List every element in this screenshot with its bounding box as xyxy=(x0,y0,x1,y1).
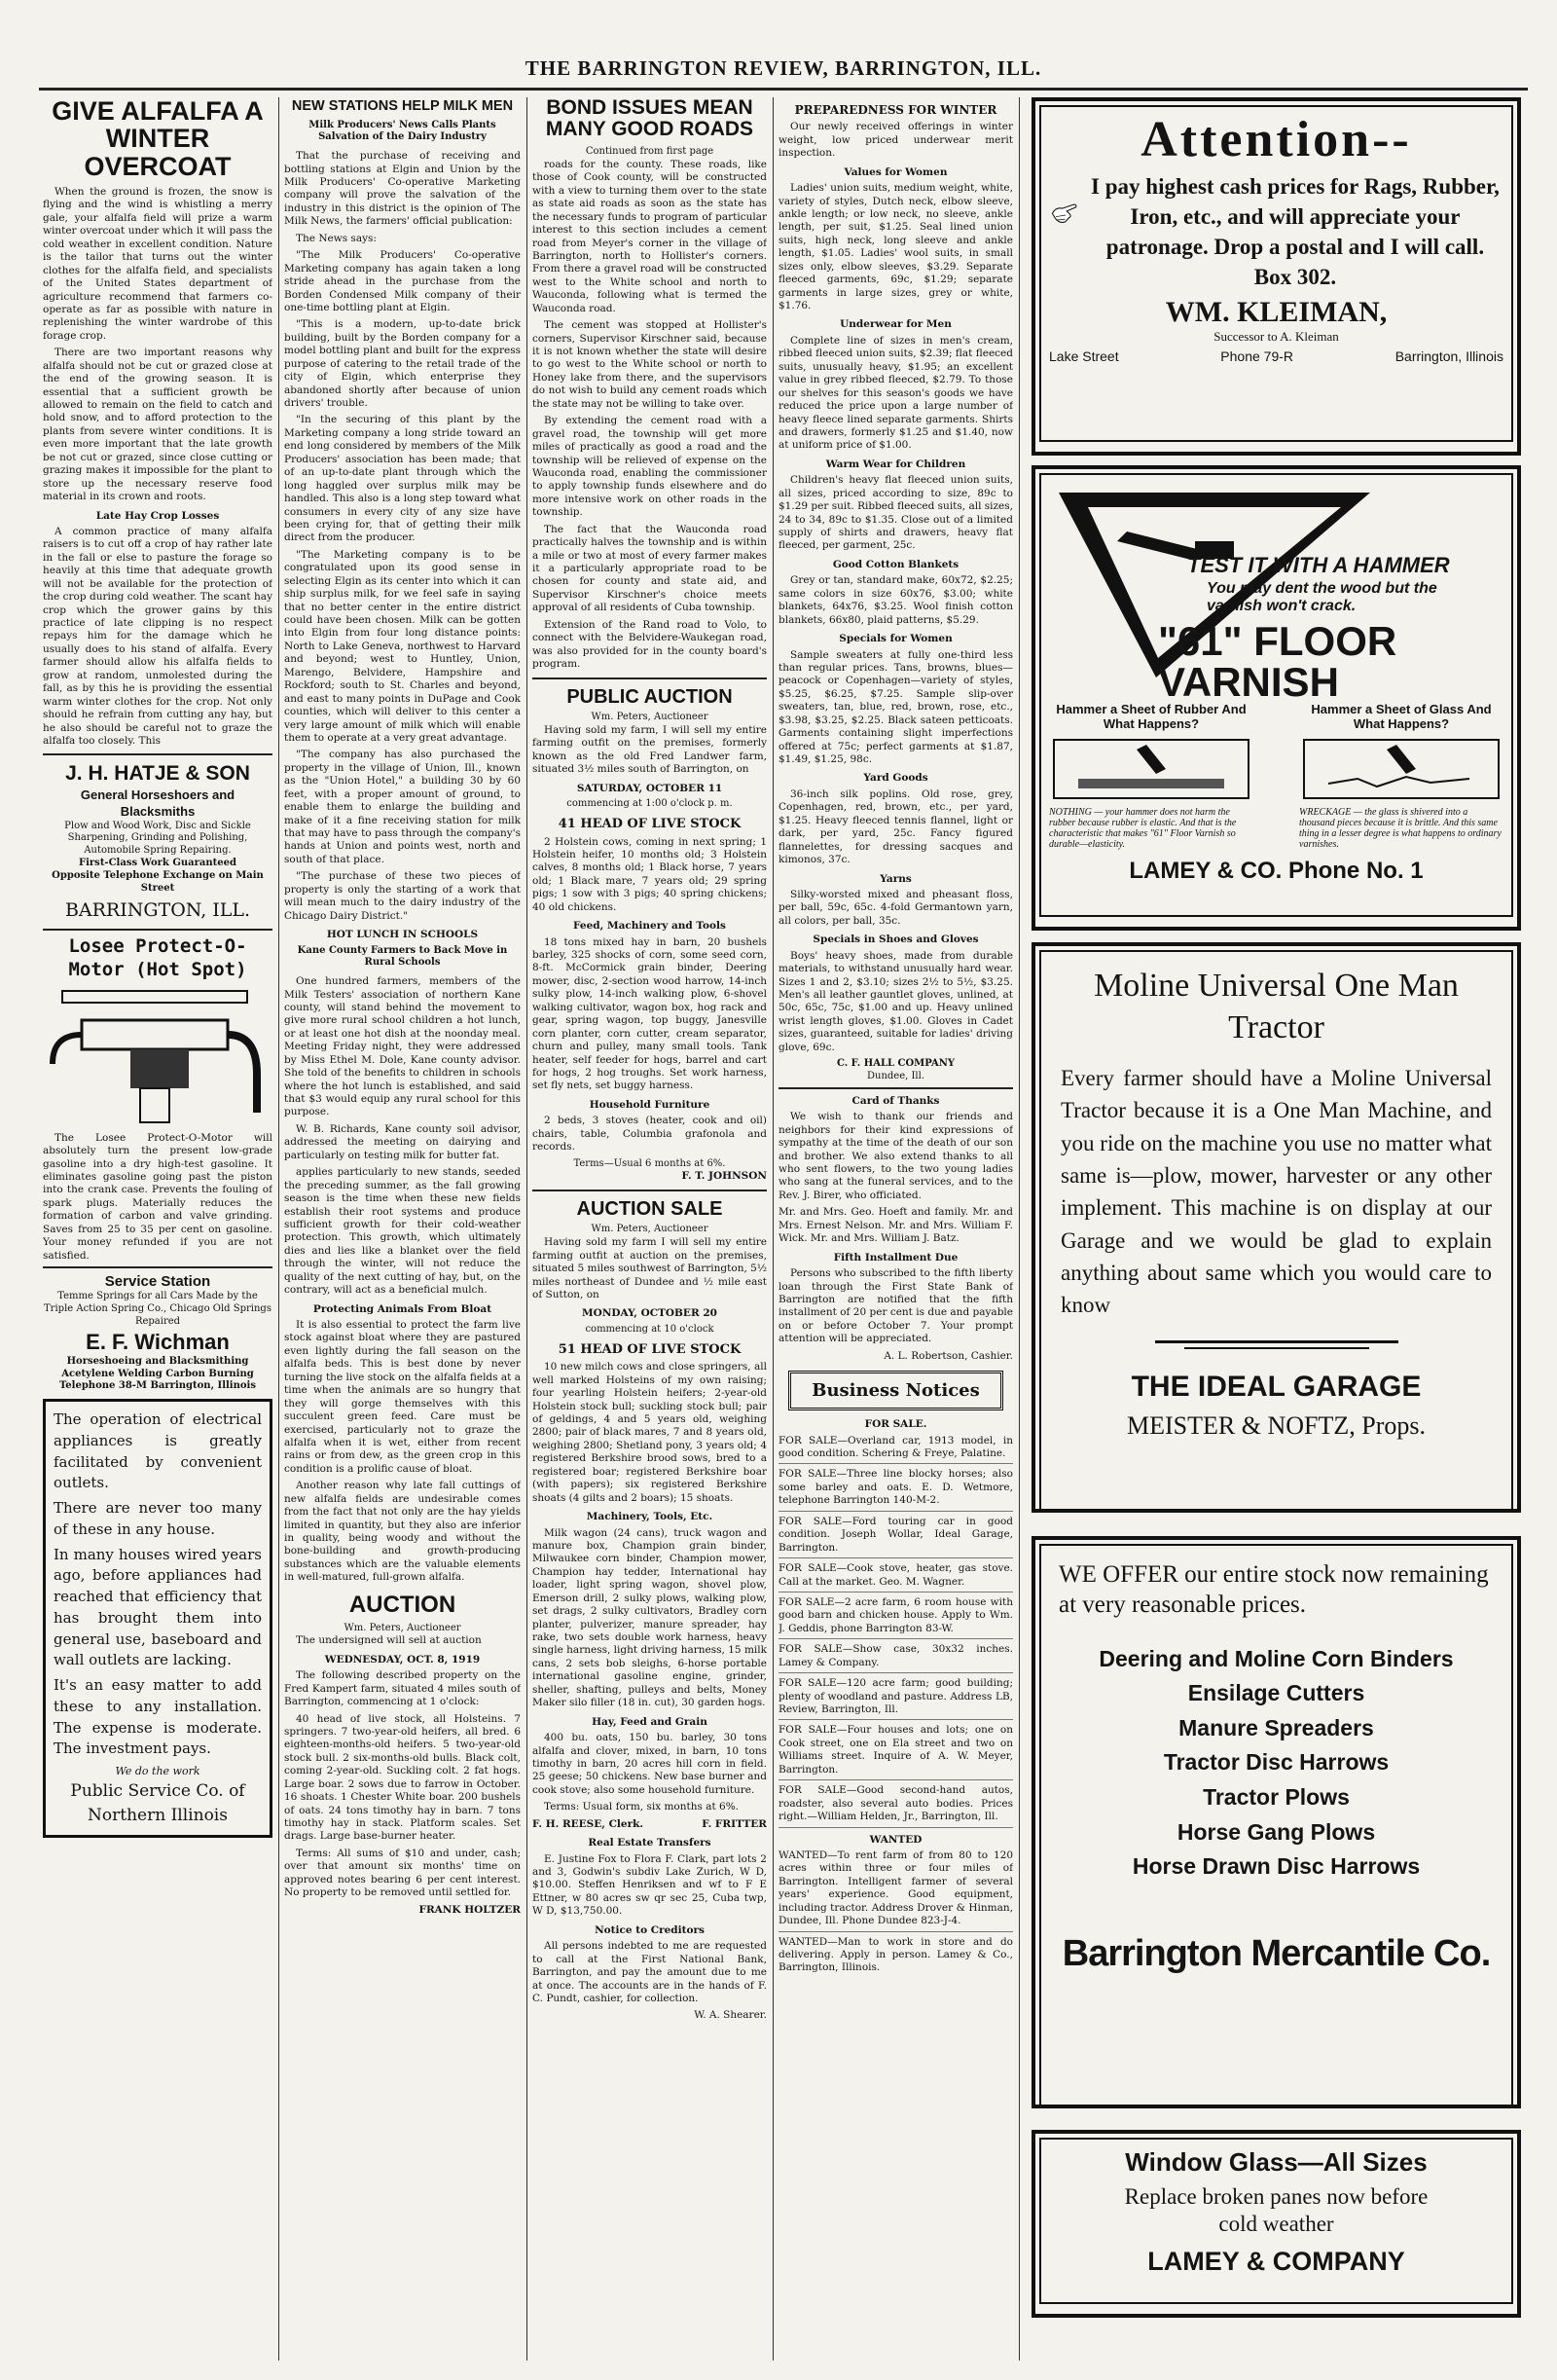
auction-date: MONDAY, OCTOBER 20 xyxy=(582,1307,717,1320)
column-rule xyxy=(278,97,279,2361)
mercantile-item: Manure Spreaders xyxy=(1178,1714,1374,1740)
wichman-ad xyxy=(43,1266,272,1393)
article-paragraph: "The Marketing company is to be congratulated upon its good sense in selecting Elgin as its center into which it can ship surplus milk, for we feel safe in saying that no better center in the entire district could have been chosen. Milk can be gotten into Elgin from four long distance points: North to Lake Geneva, northwest to Harvard and beyond; west to Huntley, Union, Marengo, Belvidere, Hampshire and Rockford; south to St. Charles and beyond, and east to many points in DuPage and Cook counties, which will deliver to this center a very large amount of milk which will enable them to operate at a very great advantage. xyxy=(284,548,521,744)
article-paragraph: "In the securing of this plant by the Marketing company a long stride toward an end long considered by members of the Milk Producers' association has been made; that of an up-to-date plant through which the long haggled over surplus milk may be handled. This also is a long step toward what consumers in every city of any size have been crying for, that of getting their milk direct from the producer. xyxy=(284,414,521,544)
classified-item: FOR SALE—2 acre farm, 6 room house with good barn and chicken house. Apply to Wm. J. Geddis, phone Barrington 83-W. xyxy=(778,1596,1013,1639)
subhead: Machinery, Tools, Etc. xyxy=(586,1511,713,1523)
classified-item: WANTED—To rent farm of from 80 to 120 acres within three or four miles of Barrington. Intelligent farmer of several years' experience. Good equipment, including tractor. Address Drover & Hinman, Dundee, Ill. Phone Dundee 823-J-4. xyxy=(778,1849,1013,1932)
hatje-name: J. H. HATJE & SON xyxy=(65,762,250,786)
lamey-company: LAMEY & COMPANY xyxy=(1147,2247,1405,2277)
milk-subhead: Milk Producers' News Calls Plants Salvation of the Dairy Industry xyxy=(308,119,496,143)
auction-owner: FRANK HOLTZER xyxy=(418,1903,521,1916)
ornamental-rule xyxy=(1068,1336,1486,1355)
hatje-location: Opposite Telephone Exchange on Main Street xyxy=(52,869,264,894)
window-glass-title: Window Glass—All Sizes xyxy=(1125,2147,1428,2177)
kleiman-name: WM. KLEIMAN, xyxy=(1165,296,1388,329)
article-paragraph: There are two important reasons why alfalfa should not be cut or grazed close at the end of the growing season. It is essential that a sufficient growth be allowed to remain on the field to catch and hold snow, and to afford protection to the plants from severe winter conditions. It is even more important that the late growth be not cut or grazed, since close cutting or grazing makes it impossible for the plant to store up the necessary reserve food material in its crown and roots. xyxy=(43,347,272,503)
hatje-guarantee: First-Class Work Guaranteed xyxy=(79,857,236,868)
auction-items: 40 head of live stock, all Holsteins. 7 springers. 7 two-year-old heifers, all bred. 6 eighteen-months-old heifers. 5 two-year-old stock bull. 2 six-months-old bulls. Black colt, coming 2-year-old. Suckling colt. 2 fat hogs. Large boar. 2 sows due to farrow in October. 16 shoats. 1 Chester White boar. 200 bushels of oats. 24 tons timothy hay in barn. 7 tons timothy hay in stack. Platform scales. Set drags. Large base-burner heater. xyxy=(284,1712,521,1843)
hot-lunch-subhead: Kane County Farmers to Back Move in Rural Schools xyxy=(297,944,508,969)
subhead: Feed, Machinery and Tools xyxy=(573,920,726,933)
wichman-name: E. F. Wichman xyxy=(86,1329,230,1354)
auction-terms: Terms—Usual 6 months at 6%. xyxy=(573,1157,726,1169)
varnish-ad xyxy=(1032,465,1521,931)
kleiman-text: I pay highest cash prices for Rags, Rubber, Iron, etc., and will appreciate your patronage. Drop a postal and I will call. Box 302. xyxy=(1091,174,1500,290)
varnish-product: "61" FLOOR VARNISH xyxy=(1158,618,1397,705)
varnish-test-headline: TEST IT WITH A HAMMER xyxy=(1187,553,1450,577)
subhead: Specials in Shoes and Gloves xyxy=(813,934,979,946)
hall-location: Dundee, Ill. xyxy=(866,1071,925,1082)
auction-intro: The undersigned will sell at auction xyxy=(296,1634,482,1647)
article-paragraph: The cement was stopped at Hollister's corners, Supervisor Kirschner said, because it is not known whether the state will desire to go west to the White school or north to Honey lake from there, and the supervisors do not wish to build any cement roads which the state may not be willing to take over. xyxy=(532,319,767,410)
mercantile-intro: WE OFFER our entire stock now remaining at very reasonable prices. xyxy=(1059,1561,1489,1619)
classified-item: FOR SALE—Four houses and lots; one on Cook street, one on Ela street and two on Williams street. Inquire of A. W. Meyer, Barrington. xyxy=(778,1724,1013,1780)
continued-line: Continued from first page xyxy=(585,146,714,158)
article-paragraph: "The purchase of these two pieces of property is only the starting of a work that will mean much to the dairy industry of the Chicago Dairy District." xyxy=(284,870,521,922)
wichman-trade: Horseshoeing and Blacksmithing Acetylene Welding Carbon Burning xyxy=(61,1355,254,1379)
window-glass-text: Replace broken panes now before cold weather xyxy=(1124,2184,1429,2236)
column-1 xyxy=(43,97,272,2361)
hatje-ad xyxy=(43,753,272,922)
wichman-telephone: Telephone 38-M Barrington, Illinois xyxy=(59,1380,256,1392)
notice-text: All persons indebted to me are requested to call at the First National Bank, Barrington, and pay the amount due to me at once. The accounts are in the hands of F. C. Pundt, cashier, for collection. xyxy=(532,1940,767,2004)
mercantile-item: Ensilage Cutters xyxy=(1187,1680,1365,1706)
milk-headline: NEW STATIONS HELP MILK MEN xyxy=(291,98,514,114)
window-glass-ad xyxy=(1032,2130,1521,2318)
auction-clerk: F. H. REESE, Clerk. xyxy=(532,1817,644,1830)
auction-owner: F. T. JOHNSON xyxy=(681,1170,767,1183)
subhead: Hay, Feed and Grain xyxy=(592,1715,707,1728)
public-auction-title: PUBLIC AUCTION xyxy=(566,685,733,708)
mercantile-ad xyxy=(1032,1536,1521,2108)
ps-tagline: We do the work xyxy=(115,1765,200,1778)
tractor-ad xyxy=(1032,942,1521,1513)
article-paragraph: Another reason why late fall cuttings of new alfalfa fields are undesirable comes from the fact that not only are the hay yields limited in quantity, but they also are inferior in quality, being woody and without the bone-building and growth-producing substances which are the valuable elements in well-matured, full-grown alfalfa. xyxy=(284,1480,521,1584)
article-paragraph: 36-inch silk poplins. Old rose, grey, Copenhagen, red, brown, etc., per yard, $1.25. Heavy fleeced tennis flannel, light or dark, per yard, 25c. Fancy figured flannelettes, for dressing sacques and kimonos, 37c. xyxy=(778,787,1013,866)
subhead: Late Hay Crop Losses xyxy=(95,509,220,522)
article-paragraph: That the purchase of receiving and bottling stations at Elgin and Union by the Milk Producers' Co-operative Marketing company will prove the salvation of the industry in this district is the opinion of The Milk News, the farmers' official publication: xyxy=(284,150,521,228)
auction-signatures xyxy=(532,1818,767,1831)
hatje-town: BARRINGTON, ILL. xyxy=(64,899,251,922)
auctioneer: Wm. Peters, Auctioneer xyxy=(591,1224,708,1235)
rubber-explanation: NOTHING — your hammer does not harm the rubber because rubber is elastic. And that is the characteristic that makes "61" Floor Varnish so durable—elasticity. xyxy=(1049,807,1237,850)
article-paragraph: "This is a modern, up-to-date brick building, built by the Borden company for a model bottling plant and built for the express purpose of catering to the retail trade of the city of Elgin, which enterprise they abandoned shortly after because of union drivers' trouble. xyxy=(284,318,521,410)
mercantile-item: Horse Gang Plows xyxy=(1177,1818,1376,1845)
glass-explanation: WRECKAGE — the glass is shivered into a thousand pieces because it is brittle. And this same thing in a lesser degree is what happens to ordinary varnishes. xyxy=(1299,807,1502,850)
pointing-hand-icon xyxy=(1049,171,1079,259)
auctioneer: Wm. Peters, Auctioneer xyxy=(344,1622,461,1633)
auction-paragraph: The following described property on the Fred Kampert farm, situated 4 miles south of Barrington, commencing at 1 o'clock: xyxy=(284,1669,521,1708)
article-paragraph: By extending the cement road with a gravel road, the township will get more miles of practically as good a road and the township will be relieved of expense on the Wauconda road, enabling the commissioner to apply township funds elsewhere and do more intensive work on other roads in the township. xyxy=(532,415,767,519)
classified-item: WANTED—Man to work in store and do delivering. Apply in person. Lamey & Co., Barrington, Illinois. xyxy=(778,1935,1013,1974)
article-paragraph: A common practice of many alfalfa raisers is to cut off a crop of hay rather late in the fall or else to pasture the forage so heavily at this time that adequate growth will not be available for the protection of the crop during cold weather. The scant hay crop which the grower gains by this practice of late clipping is no respect repays him for the damage which he usually does to his stand of alfalfa. Every farmer should allow his alfalfa fields to grow at random, unmolested during the fall, as by this he is providing the essential warm winter clothes for the crop. Not only should he refrain from cutting any hay, but he also should be careful not to graze the alfalfa too closely. This xyxy=(43,525,272,747)
article-paragraph: roads for the county. These roads, like those of Cook county, will be constructed with a view to turning them over to the state as state aid roads as soon as the state has the necessary funds to program of particular interest to this section includes a cement road from Meyer's corner in the village of Barrington, north to Hollister's corners. From there a gravel road will be constructed west to the White school and north to Wauconda, following what is termed the Wauconda road. xyxy=(532,158,767,314)
subhead: Household Furniture xyxy=(589,1098,710,1111)
preparedness-headline: PREPAREDNESS FOR WINTER xyxy=(794,103,997,117)
article-paragraph: When the ground is frozen, the snow is flying and the wind is whistling a merry gale, your alfalfa field will prize a warm winter overcoat under which it will pass the cold weather in excellent condition. Nature is the tailor that turns out the winter clothes for the alfalfa field, and specialists of the United States department of agriculture recommend that farmers co-operate as far as possible with nature in replenishing the winter wardrobe of this forage crop. xyxy=(43,186,272,342)
livestock-head: 41 HEAD OF LIVE STOCK xyxy=(558,816,742,831)
mercantile-item: Horse Drawn Disc Harrows xyxy=(1132,1853,1421,1880)
column-rule xyxy=(1019,97,1020,2361)
article-paragraph: The fact that the Wauconda road practically halves the township and is within a mile or two at most of every farmer makes it a particularly appropriate road to be chosen for county and state aid, and Supervisor Kirschner's choice meets approval of all residents of Cuba township. xyxy=(532,523,767,614)
subhead: Real Estate Transfers xyxy=(588,1837,711,1849)
auction-date: WEDNESDAY, OCT. 8, 1919 xyxy=(324,1653,481,1666)
losee-title: Losee Protect-O-Motor (Hot Spot) xyxy=(68,934,247,980)
auction-terms: Terms: All sums of $10 and under, cash; over that amount six months' time on approved notes bearing 6 per cent interest. No property to be removed until settled for. xyxy=(284,1847,521,1899)
article-paragraph: Sample sweaters at fully one-third less than regular prices. Tans, browns, blues—peacock or Copenhagen—variety of styles, $5.25, $6.25, $7.25. Sample slip-over sweaters, tan, blue, red, brown, rose, etc., $3.98, $3.25, $2.25. Black sateen petticoats. Garments containing slight imperfections offered at 75c; perfect garments at $1.87, $1.49, $1.25, 98c. xyxy=(778,648,1013,766)
column-3 xyxy=(532,97,767,2361)
subhead: FOR SALE. xyxy=(864,1418,927,1431)
tractor-text: Every farmer should have a Moline Universal Tractor because it is a One Man Machine, and you ride on the machine you use no matter what same is—plow, mower, harvester or any other implement. This machine is on display at our Garage and we would be glad to explain anything about same which you would care to know xyxy=(1061,1066,1492,1318)
business-notices-title: Business Notices xyxy=(788,1371,1003,1410)
subhead: Card of Thanks xyxy=(851,1094,940,1107)
subhead: Fifth Installment Due xyxy=(833,1251,959,1263)
manifold-illustration xyxy=(43,981,272,1127)
article-paragraph: Complete line of sizes in men's cream, ribbed fleeced union suits, $2.39; flat fleeced suits, unusually heavy, $1.95; an excellent value in grey ribbed fleeced, $2.79. To those our shelves for this season's goods we have reduced the price upon a large number of heavy fleece lined separate garments. Shirts and drawers, formerly $1.25 and $1.40, now at uniform price of $1.00. xyxy=(778,334,1013,452)
classified-item: FOR SALE—Show case, 30x32 inches. Lamey & Company. xyxy=(778,1643,1013,1673)
ps-paragraph: It's an easy matter to add these to any installation. The expense is moderate. The investment pays. xyxy=(54,1676,262,1758)
kleiman-successor: Successor to A. Kleiman xyxy=(1213,329,1339,345)
glass-sheet-illustration xyxy=(1299,735,1503,803)
kleiman-town: Barrington, Illinois xyxy=(1394,348,1503,365)
ideal-garage-name: THE IDEAL GARAGE xyxy=(1131,1370,1422,1403)
column-rule xyxy=(773,97,774,2361)
article-paragraph: Our newly received offerings in winter weight, low priced underwear merit inspection. xyxy=(778,121,1013,160)
article-paragraph: Persons who subscribed to the fifth liberty loan through the First State Bank of Barrington are notified that the fifth installment of 20 per cent is due and payable on or before October 7. Your prompt attention will be appreciated. xyxy=(778,1267,1013,1345)
hall-company: C. F. HALL COMPANY xyxy=(836,1058,956,1070)
subhead: Values for Women xyxy=(844,165,948,178)
subhead: Warm Wear for Children xyxy=(825,458,966,470)
column-2 xyxy=(284,97,521,2361)
article-paragraph: "The company has also purchased the property in the village of Union, Ill., known as the "Union Hotel," a building 30 by 60 feet, with a proper amount of ground, to enable them to enlarge the building and make of it a fine receiving station for milk that may have to pass through the company's hands at Union and points west, north and south of that place. xyxy=(284,749,521,865)
public-service-ad xyxy=(43,1399,272,1838)
mercantile-items xyxy=(1059,1642,1494,1885)
glass-caption: Hammer a Sheet of Glass And What Happens? xyxy=(1311,702,1492,731)
livestock-head: 51 HEAD OF LIVE STOCK xyxy=(558,1341,742,1357)
subhead: Yard Goods xyxy=(863,772,928,785)
fifth-signature: A. L. Robertson, Cashier. xyxy=(884,1349,1013,1362)
subhead: Underwear for Men xyxy=(840,318,952,331)
ideal-garage-props: MEISTER & NOFTZ, Props. xyxy=(1127,1410,1426,1440)
furniture-list: 2 beds, 3 stoves (heater, cook and oil) chairs, table, Columbia grafonola and records. xyxy=(532,1115,767,1153)
masthead-rule xyxy=(39,88,1528,91)
classified-item: FOR SALE—Good second-hand autos, roadster, also several auto bodies. Prices right.—William Helden, Jr., Barrington, Ill. xyxy=(778,1784,1013,1827)
article-paragraph: Children's heavy flat fleeced union suits, all sizes, priced according to size, 89c to $1.29 per suit. Ribbed fleeced suits, all sizes, 24 to 34, 89c to $1.35. Close out of a limited supply of shirts and drawers, heavy flat fleeced, per garment, 25c. xyxy=(778,474,1013,552)
auction-paragraph: Having sold my farm I will sell my entire farming outfit at auction on the premises, situated 5 miles southwest of Barrington, 5½ miles northeast of Dundee and ½ mile east of Sutton, on xyxy=(532,1236,767,1300)
ps-paragraph: In many houses wired years ago, before appliances had reached that efficiency that has brought them into general use, baseboard and wall outlets are lacking. xyxy=(54,1545,262,1669)
auction-terms: Terms: Usual form, six months at 6%. xyxy=(544,1801,740,1813)
subhead: Good Cotton Blankets xyxy=(832,558,960,570)
article-paragraph: Silky-worsted mixed and pheasant floss, per ball, 59c, 65c. 4-fold Germantown yarn, all colors, per ball, 35c. xyxy=(778,888,1013,927)
machinery-list: 18 tons mixed hay in barn, 20 bushels barley, 325 shocks of corn, some seed corn, 8-ft. McCormick grain binder, Deering mower, disc, 2-section wood harrow, 14-inch sulky plow, 14-inch walking plow, 6-shovel walking cultivator, wagon box, hog rack and gear, spring wagon, top buggy, Janesville corn planter, corn cutter, cream separator, churn and pulley, many small tools. Tank heater, self feeder for hogs, barrel and cart for hogs, 2 hog troughs. Set work harness, set fly nets, set buggy harness. xyxy=(532,935,767,1092)
kleiman-contact xyxy=(1049,348,1503,364)
hot-lunch-headline: HOT LUNCH IN SCHOOLS xyxy=(326,929,479,941)
rubber-sheet-illustration xyxy=(1049,735,1253,803)
hatje-trade: General Horseshoers and Blacksmiths xyxy=(80,787,235,819)
hay-list: 400 bu. oats, 150 bu. barley, 30 tons alfalfa and clover, mixed, in barn, 10 tons timothy in barn, 20 acres hill corn in field. 25 geese; 50 chickens. New base burner and cook stove; also some household furniture. xyxy=(532,1732,767,1796)
roads-headline: BOND ISSUES MEAN MANY GOOD ROADS xyxy=(545,97,754,141)
article-paragraph: It is also essential to protect the farm live stock against bloat where they are pastured even lightly during the fall season on the alfalfa beds. This is best done by never turning the live stock on the alfalfa fields at a time when the animals are so hungry that they will gorge themselves with this succulent green feed. Care must be exercised, particularly not to graze the alfalfa when it is wet, either from recent rains or from dew, as the green crop in this condition is a prolific cause of bloat. xyxy=(284,1319,521,1475)
machinery-list: Milk wagon (24 cans), truck wagon and manure box, Champion grain binder, Milwaukee corn binder, Champion mower, Champion hay tedder, International hay loader, light spring wagon, shovel plow, Emerson drill, 2 sulky plows, walking plow, set drags, 2 sulky cultivators, Bradley corn planter, pulverizer, manure spreader, hay rake, two sets double work harness, heavy single harness, light driving harness, 15 milk cans, 2 sets bob sleighs, 6-horse portable international gasoline engine, grinder, sheller, shafting, pulleys and belts, Money Maker silo filler (18 in. cut), 30 garden hogs. xyxy=(532,1526,767,1709)
classified-item: FOR SALE—120 acre farm; good building; plenty of woodland and pasture. Address LB, Review, Barrington, Ill. xyxy=(778,1677,1013,1720)
auction-sale-title: AUCTION SALE xyxy=(576,1197,723,1220)
classified-item: FOR SALE—Overland car, 1913 model, in good condition. Schering & Freye, Palatine. xyxy=(778,1435,1013,1465)
article-paragraph: Ladies' union suits, medium weight, white, variety of styles, Dutch neck, elbow sleeve, ankle length; or low neck, no sleeve, ankle length, per suit, $1.25. Seal lined union suits, high neck, long sleeve and ankle length, $1.05. Ladies' wool suits, in small sizes only, elbow sleeves, $3.29. Separate fleeced garments, 69c, $1.29; separate garments in large sizes, grey or white, $1.76. xyxy=(778,182,1013,312)
tractor-title: Moline Universal One Man Tractor xyxy=(1094,968,1459,1045)
mercantile-item: Tractor Disc Harrows xyxy=(1163,1749,1390,1776)
auction-title: AUCTION xyxy=(348,1591,456,1618)
auction-paragraph: Having sold my farm, I will sell my entire farming outfit on the premises, formerly known as the old Fred Landwer farm, situated 3½ miles south of Barrington, on xyxy=(532,723,767,776)
column-4 xyxy=(778,97,1013,2361)
subhead: WANTED xyxy=(869,1833,923,1846)
article-paragraph: One hundred farmers, members of the Milk Testers' association of northern Kane county, will stand behind the movement to give more rural school children a hot lunch, or at least one hot dish at the noonday meal. Meeting Friday night, they were addressed by Miss Ethel M. Dole, Kane county advisor. She told of the benefits to children in schools where the hot lunch is established, and said that $3 would equip any rural school for this purpose. xyxy=(284,975,521,1118)
auction-time: commencing at 1:00 o'clock p. m. xyxy=(566,798,733,810)
classified-item: FOR SALE—Three line blocky horses; also some barley and oats. E. D. Wetmore, telephone Barrington 140-M-2. xyxy=(778,1468,1013,1511)
losee-text: The Losee Protect-O-Motor will absolutely turn the present low-grade gasoline into a dry high-test gasoline. It eliminates gasoline going past the piston into the crank case. Prevents the fouling of spark plugs. Materially reduces the formation of carbon and valve grinding. Saves from 25 to 35 per cent on gasoline. Your money refunded if you are not satisfied. xyxy=(43,1131,272,1262)
article-paragraph: We wish to thank our friends and neighbors for their kind expressions of sympathy at the time of the death of our son and brother. We also extend thanks to all who sent flowers, to the two young ladies who sang at the funeral services, and to the Rev. J. Birer, who officiated. xyxy=(778,1111,1013,1201)
kleiman-ad xyxy=(1032,97,1521,456)
service-station-title: Service Station xyxy=(104,1273,211,1291)
article-paragraph: W. B. Richards, Kane county soil advisor, addressed the meeting on dairying and particularly on testing milk for butter fat. xyxy=(284,1122,521,1161)
kleiman-title: Attention-- xyxy=(1141,112,1412,167)
varnish-tagline: You may dent the wood but the varnish won't crack. xyxy=(1207,580,1437,614)
article-paragraph: Grey or tan, standard make, 60x72, $2.25; same colors in size 60x76, $3.00; white blankets, 64x76, $3.25. Wool finish cotton blankets, 66x80, plaid patterns, $5.29. xyxy=(778,574,1013,626)
article-paragraph: Boys' heavy shoes, made from durable materials, to withstand unusually hard wear. Sizes 1 and 2, $3.10; sizes 2½ to 5½, $3.25. Men's all leather gauntlet gloves, unlined, at 50c, 65c, 75c, $1.00 and up. Heavy unlined wrist length gloves, $1.00. Gloves in Cadet sizes, guaranteed, suitable for ladies' driving glove, 69c. xyxy=(778,949,1013,1053)
kleiman-street: Lake Street xyxy=(1049,348,1119,365)
subhead: Notice to Creditors xyxy=(595,1923,705,1936)
article-paragraph: The News says: xyxy=(296,232,377,244)
mercantile-store: Barrington Mercantile Co. xyxy=(1062,1932,1491,1974)
article-paragraph: Extension of the Rand road to Volo, to connect with the Belvidere-Waukegan road, was also provided for in the county board's program. xyxy=(532,618,767,671)
auction-date: SATURDAY, OCTOBER 11 xyxy=(576,782,723,794)
subhead: Protecting Animals From Bloat xyxy=(312,1302,492,1315)
subhead: Yarns xyxy=(880,872,912,885)
auction-owner: F. FRITTER xyxy=(702,1817,767,1830)
auction-time: commencing at 10 o'clock xyxy=(585,1323,714,1335)
livestock-list: 10 new milch cows and close springers, all well marked Holsteins of my own raising; four yearling Holstein heifers; 2-year-old Holstein stock bull; suckling stock bull; pair of geldings, 4 and 5 years old, weighing 2800; pair of black mares, 7 and 8 years old, weighing 2800; Shetland pony, 3 years old; 4 registered Berkshire brood sows, bred to a registered boar; registered Berkshire boar (with papers); six registered Berkshire shoats (4 gilts and 2 boars); 15 shoats. xyxy=(532,1361,767,1504)
article-paragraph: applies particularly to new stands, seeded the preceding summer, as the fall growing season is the time when these new fields establish their root systems and produce sufficient growth for their cold-weather protection. This growth, which ultimately dies and lies like a blanket over the field through the winter, will not reduce the quality of the next cutting of hay, but, on the contrary, will act as a beneficial mulch. xyxy=(284,1166,521,1297)
article-paragraph: "The Milk Producers' Co-operative Marketing company has again taken a long stride ahead in the purchase from the Borden Condensed Milk company of their one-time bottling plant at Elgin. xyxy=(284,249,521,313)
mercantile-item: Deering and Moline Corn Binders xyxy=(1099,1645,1454,1671)
subhead: Specials for Women xyxy=(839,633,953,645)
column-rule xyxy=(526,97,527,2361)
kleiman-phone: Phone 79-R xyxy=(1220,348,1294,365)
classified-item: FOR SALE—Cook stove, heater, gas stove. Call at the market. Geo. M. Wagner. xyxy=(778,1562,1013,1593)
lamey-phone: LAMEY & CO. Phone No. 1 xyxy=(1129,858,1424,884)
livestock-list: 2 Holstein cows, coming in next spring; 1 Holstein heifer, 10 months old; 3 Holstein calves, 8 months old; 1 Black horse, 7 years old; 1 Black mare, 7 years old; 29 spring pigs; 1 sow with 3 pigs; 40 spring chickens; 40 old chickens. xyxy=(532,835,767,913)
service-station-text: Temme Springs for all Cars Made by the Triple Action Spring Co., Chicago Old Springs Repaired xyxy=(44,1291,272,1327)
mercantile-item: Tractor Plows xyxy=(1203,1784,1350,1811)
thanks-names: Mr. and Mrs. Geo. Hoeft and family. Mr. and Mrs. Ernest Nelson. Mr. and Mrs. William F. Wick. Mr. and Mrs. William J. Batz. xyxy=(778,1206,1013,1245)
rubber-caption: Hammer a Sheet of Rubber And What Happens? xyxy=(1056,702,1247,731)
notice-signature: W. A. Shearer. xyxy=(694,2009,767,2022)
masthead: THE BARRINGTON REVIEW, BARRINGTON, ILL. xyxy=(525,56,1042,80)
ps-paragraph: There are never too many of these in any house. xyxy=(54,1499,262,1538)
ps-company: Public Service Co. of Northern Illinois xyxy=(70,1781,245,1825)
auctioneer: Wm. Peters, Auctioneer xyxy=(591,712,708,723)
losee-ad xyxy=(43,929,272,1263)
hatje-work: Plow and Wood Work, Disc and Sickle Sharpening, Grinding and Polishing, Automobile Spring Repairing. xyxy=(64,820,251,857)
alfalfa-headline: GIVE ALFALFA A WINTER OVERCOAT xyxy=(52,97,264,181)
ps-paragraph: The operation of electrical appliances is greatly facilitated by convenient outlets. xyxy=(54,1410,262,1492)
real-estate-text: E. Justine Fox to Flora F. Clark, part lots 2 and 3, Godwin's subdiv Lake Zurich, W D, $10.00. Steffen Henriksen and wf to F E Ettner, w 80 acres sw qr sec 25, Cuba twp, W D, $13,750.00. xyxy=(532,1852,767,1918)
classified-item: FOR SALE—Ford touring car in good condition. Joseph Wollar, Ideal Garage, Barrington. xyxy=(778,1516,1013,1558)
